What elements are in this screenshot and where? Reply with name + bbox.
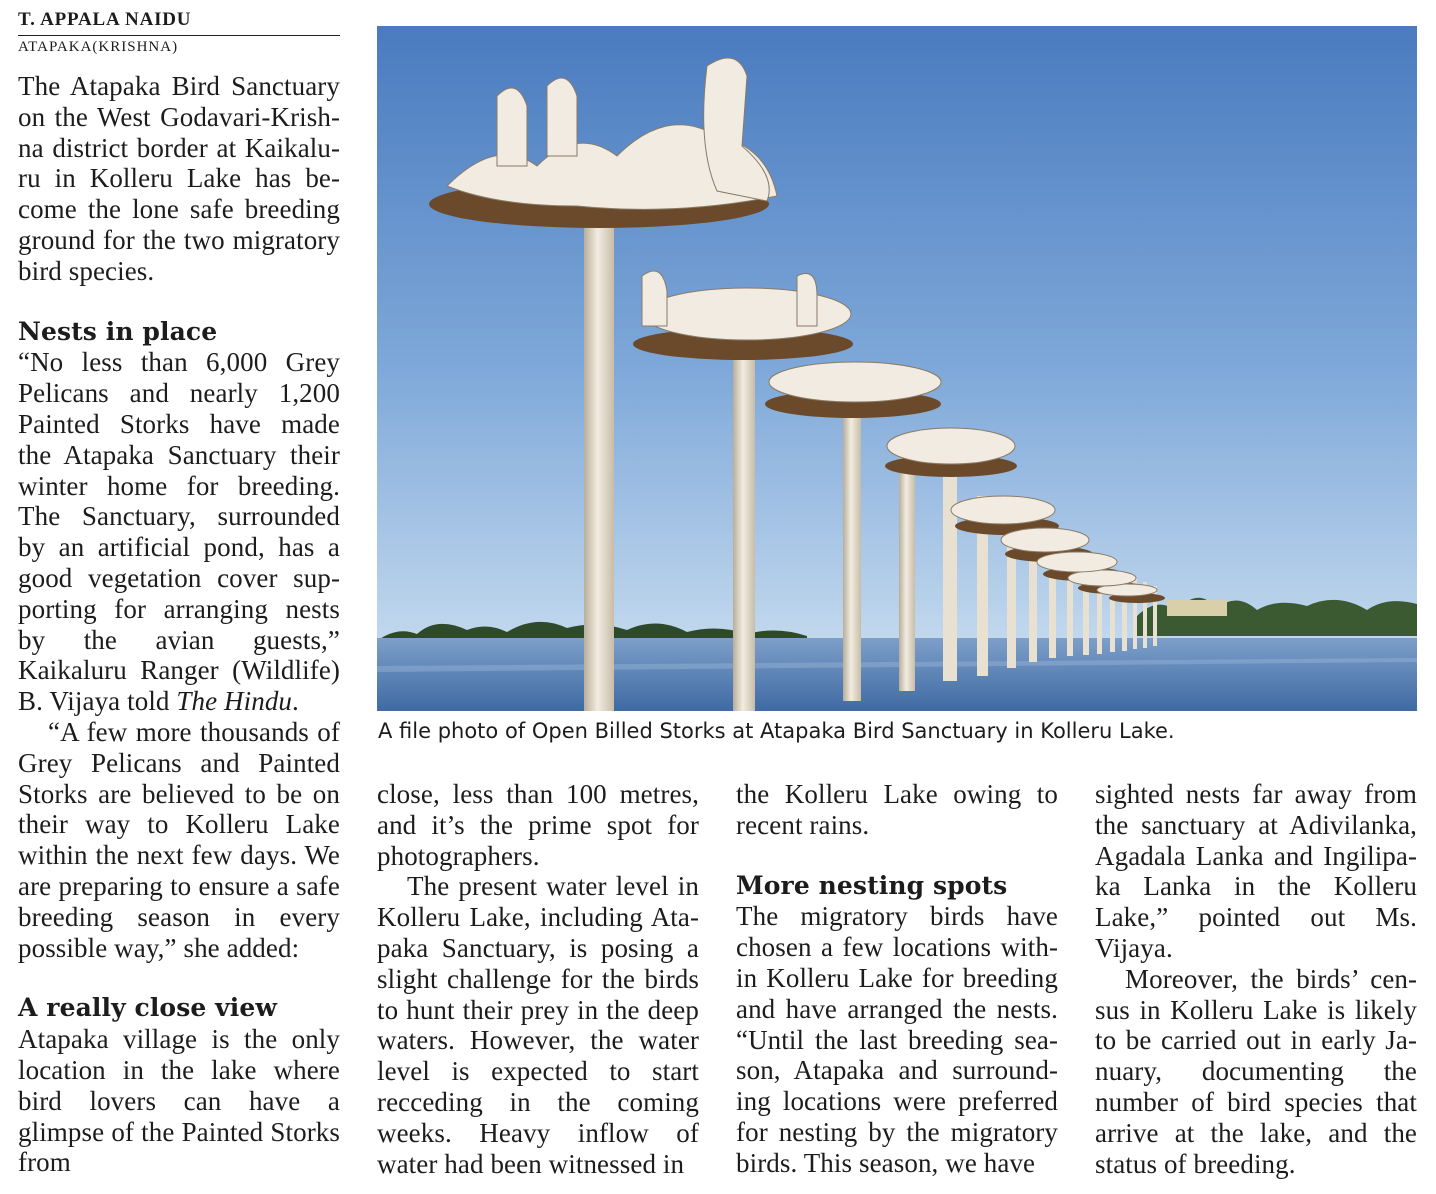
intro-paragraph: The Atapaka Bird Sanctuary on the West Godavari-Krishna district border at Kaikaluru in Kolleru Lake has become the lone safe breeding ground for the two migratory bird species. [18, 71, 340, 286]
article-photo [377, 26, 1417, 711]
quote-text: “No less than 6,000 Grey Pelicans and nearly 1,200 Painted Storks have made the Atapaka Sanctuary their winter home for breeding. The Sanctuary, surrounded by an artificial pond, has a good vegetation cover supporting for arranging nests by the avian guests,” Kaikaluru Ranger (Wildlife) B. Vijaya told [18, 347, 340, 717]
body-paragraph: The migratory birds have chosen a few locations within Kolleru Lake for breeding and have arranged the nests. “Until the last breeding season, Atapaka and surrounding locations were preferred for nesting by the migratory birds. This season, we have [736, 901, 1058, 1178]
shore-buildings [1167, 600, 1227, 616]
body-paragraph: Moreover, the birds’ census in Kolleru Lake is likely to be carried out in early January, documenting the number of bird species that arrive at the lake, and the status of breeding. [1095, 963, 1417, 1179]
author-name: T. APPALA NAIDU [18, 9, 192, 30]
byline [18, 8, 340, 58]
water [377, 638, 1417, 711]
article-column-2 [377, 779, 699, 1179]
quote-end: . [292, 686, 299, 717]
photo-storks-on-poles [377, 26, 1417, 711]
article-column-1 [18, 71, 340, 1178]
photo-caption: A file photo of Open Billed Storks at Atapaka Bird Sanctuary in Kolleru Lake. [378, 719, 1175, 743]
sky [377, 26, 1417, 646]
subheading-nests-in-place: Nests in place [18, 316, 218, 346]
body-paragraph: Atapaka village is the only location in the lake where bird lovers can have a glimpse of the Painted Storks from [18, 1024, 340, 1178]
subheading-more-nesting-spots: More nesting spots [736, 870, 1008, 900]
body-paragraph: “A few more thousands of Grey Pelicans and Painted Storks are believed to be on their way to Kolleru Lake within the next few days. We are preparing to ensure a safe breeding season in every possible way,” she added: [18, 716, 340, 963]
quote-paragraph [18, 347, 340, 717]
body-paragraph: sighted nests far away from the sanctuary at Adivilanka, Agadala Lanka and Ingilipaka Lanka in the Kolleru Lake,” pointed out Ms. Vijaya. [1095, 779, 1417, 963]
body-paragraph: close, less than 100 metres, and it’s the prime spot for photographers. [377, 779, 699, 871]
body-paragraph: the Kolleru Lake owing to recent rains. [736, 779, 1058, 840]
publication-name: The Hindu [176, 686, 293, 717]
dateline: ATAPAKA(KRISHNA) [18, 39, 179, 55]
article-column-4 [1095, 779, 1417, 1179]
article-column-3 [736, 779, 1058, 1179]
subheading-close-view: A really close view [18, 993, 278, 1023]
body-paragraph: The present water level in Kolleru Lake, including Atapaka Sanctuary, is posing a slight challenge for the birds to hunt their prey in the deep waters. However, the water level is expected to start recceding in the coming weeks. Heavy inflow of water had been witnessed in [377, 871, 699, 1179]
